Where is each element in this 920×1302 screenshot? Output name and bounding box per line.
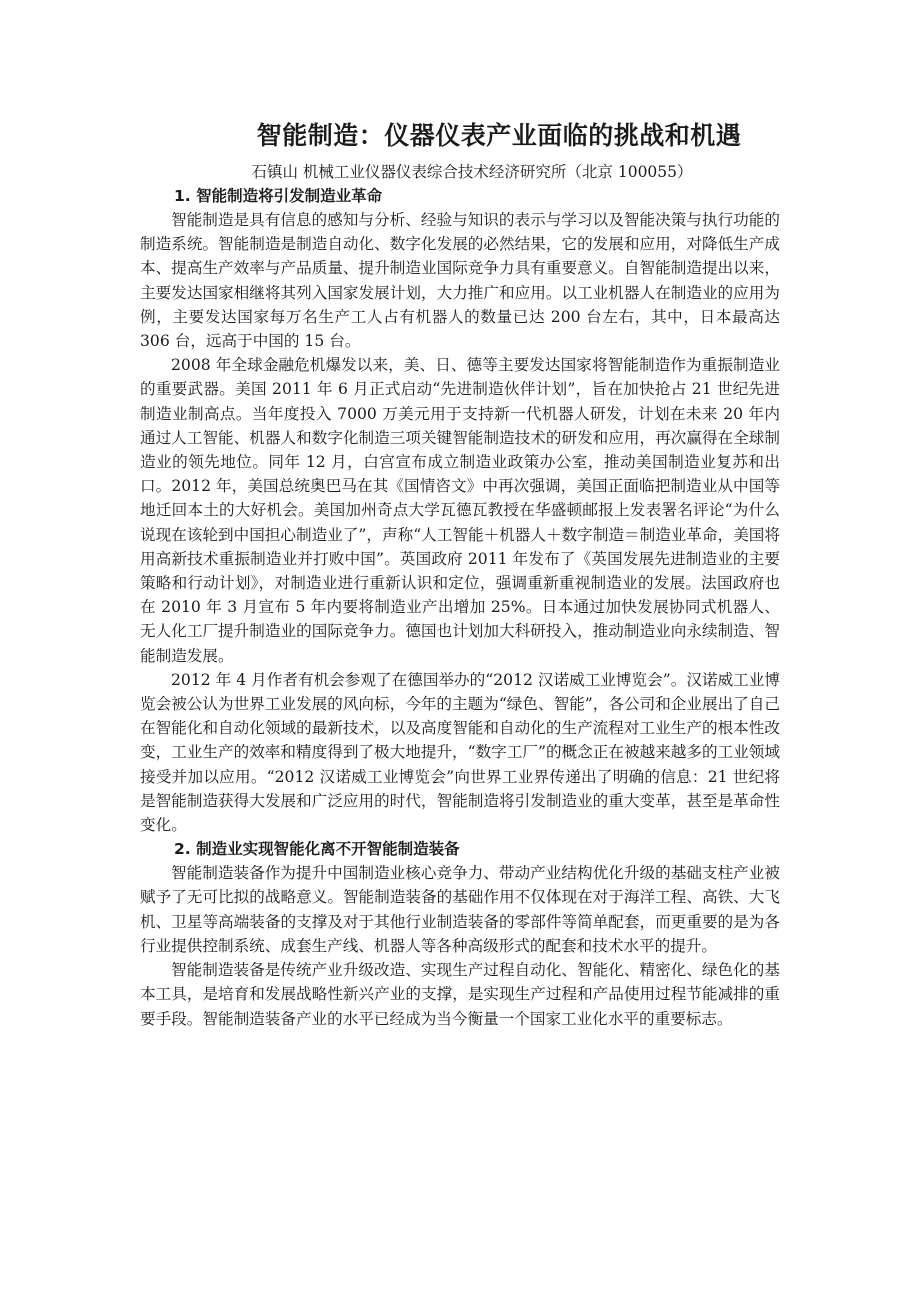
document-page: [140, 118, 780, 1031]
document-title: 智能制造：仪器仪表产业面临的挑战和机遇: [256, 121, 742, 150]
body-paragraph: 2008 年全球金融危机爆发以来，美、日、德等主要发达国家将智能制造作为重振制造业的重要武器。美国 2011 年 6 月正式启动“先进制造伙伴计划”，旨在加快抢占 21 世纪先进制造业制高点。当年度投入 7000 万美元用于支持新一代机器人研发，计划在未来 20 年内通过人工智能、机器人和数字化制造三项关键智能制造技术的研发和应用，再次赢得在全球制造业的领先地位。同年 12 月，白宫宣布成立制造业政策办公室，推动美国制造业复苏和出口。2012 年，美国总统奥巴马在其《国情咨文》中再次强调，美国正面临把制造业从中国等地迁回本土的大好机会。美国加州奇点大学瓦德瓦教授在华盛顿邮报上发表署名评论“为什么说现在该轮到中国担心制造业了”，声称“人工智能＋机器人＋数字制造＝制造业革命，美国将用高新技术重振制造业并打败中国”。英国政府 2011 年发布了《英国发展先进制造业的主要策略和行动计划》，对制造业进行重新认识和定位，强调重新重视制造业的发展。法国政府也在 2010 年 3 月宣布 5 年内要将制造业产出增加 25%。日本通过加快发展协同式机器人、无人化工厂提升制造业的国际竞争力。德国也计划加大科研投入，推动制造业向永续制造、智能制造发展。: [140, 356, 780, 665]
body-paragraph: 智能制造是具有信息的感知与分析、经验与知识的表示与学习以及智能决策与执行功能的制造系统。智能制造是制造自动化、数字化发展的必然结果，它的发展和应用，对降低生产成本、提高生产效率与产品质量、提升制造业国际竞争力具有重要意义。自智能制造提出以来，主要发达国家相继将其列入国家发展计划，大力推广和应用。以工业机器人在制造业的应用为例，主要发达国家每万名生产工人占有机器人的数量已达 200 台左右，其中，日本最高达 306 台，远高于中国的 15 台。: [140, 211, 780, 351]
body-paragraph: 2012 年 4 月作者有机会参观了在德国举办的“2012 汉诺威工业博览会”。汉诺威工业博览会被公认为世界工业发展的风向标，今年的主题为“绿色、智能”，各公司和企业展出了自己在智能化和自动化领域的最新技术，以及高度智能和自动化的生产流程对工业生产的根本性改变，工业生产的效率和精度得到了极大地提升，“数字工厂”的概念正在被越来越多的工业领域接受并加以应用。“2012 汉诺威工业博览会”向世界工业界传递出了明确的信息：21 世纪将是智能制造获得大发展和广泛应用的时代，智能制造将引发制造业的重大变革，甚至是革命性变化。: [140, 670, 780, 835]
section-heading-1: 1. 智能制造将引发制造业革命: [174, 187, 383, 205]
body-paragraph: 智能制造装备是传统产业升级改造、实现生产过程自动化、智能化、精密化、绿色化的基本工具，是培育和发展战略性新兴产业的支撑，是实现生产过程和产品使用过程节能减排的重要手段。智能制造装备产业的水平已经成为当今衡量一个国家工业化水平的重要标志。: [140, 961, 780, 1028]
body-paragraph: 智能制造装备作为提升中国制造业核心竞争力、带动产业结构优化升级的基础支柱产业被赋予了无可比拟的战略意义。智能制造装备的基础作用不仅体现在对于海洋工程、高铁、大飞机、卫星等高端装备的支撑及对于其他行业制造装备的零部件等简单配套，而更重要的是为各行业提供控制系统、成套生产线、机器人等各种高级形式的配套和技术水平的提升。: [140, 864, 780, 955]
section-heading-2: 2. 制造业实现智能化离不开智能制造装备: [174, 840, 460, 859]
author-byline: 石镇山 机械工业仪器仪表综合技术经济研究所（北京 100055）: [251, 163, 693, 181]
